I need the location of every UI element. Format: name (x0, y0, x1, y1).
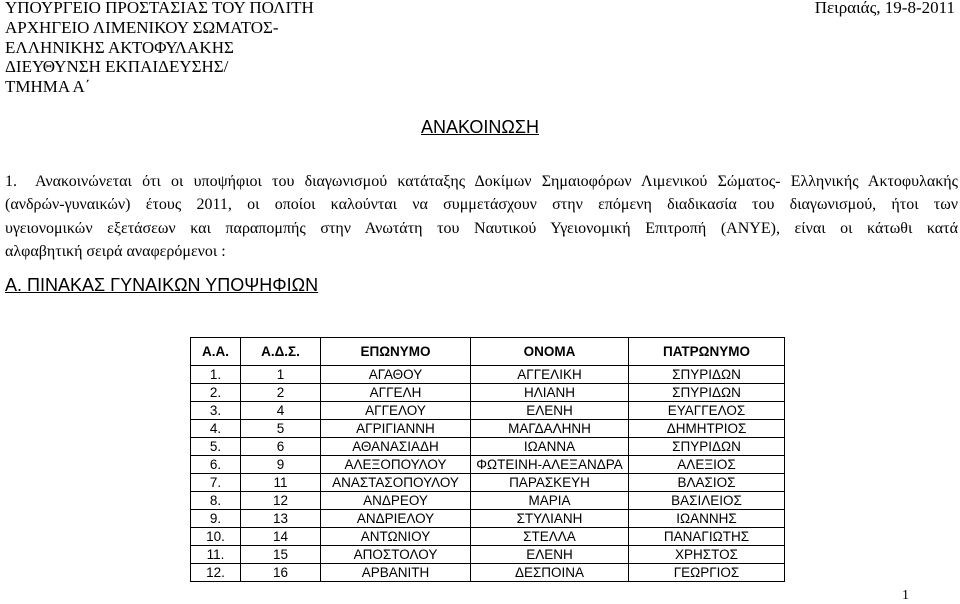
surname-cell: ΑΝΔΡΙΕΛΟΥ (321, 510, 471, 528)
table-row (191, 384, 785, 402)
table-row (191, 420, 785, 438)
column-header-first-name: ΟΝΟΜΑ (471, 338, 629, 366)
patronymic-cell: ΣΠΥΡΙΔΩΝ (629, 438, 785, 456)
table-row (191, 438, 785, 456)
sender-header (5, 0, 314, 97)
surname-cell: ΑΘΑΝΑΣΙΑΔΗ (321, 438, 471, 456)
patronymic-cell: ΙΩΑΝΝΗΣ (629, 510, 785, 528)
first-name-cell: ΕΛΕΝΗ (471, 402, 629, 420)
index-cell: 1. (191, 366, 241, 384)
column-header-surname: ΕΠΩΝΥΜΟ (321, 338, 471, 366)
index-cell: 3. (191, 402, 241, 420)
patronymic-cell: ΑΛΕΞΙΟΣ (629, 456, 785, 474)
first-name-cell: ΜΑΓΔΑΛΗΝΗ (471, 420, 629, 438)
column-header-ads: Α.Δ.Σ. (241, 338, 321, 366)
announcement-title-block (0, 117, 960, 137)
ads-number-cell: 12 (241, 492, 321, 510)
directorate-line: ΔΙΕΥΘΥΝΣΗ ΕΚΠΑΙΔΕΥΣΗΣ/ (5, 57, 229, 77)
table-row (191, 510, 785, 528)
surname-cell: ΑΓΑΘΟΥ (321, 366, 471, 384)
place-date: Πειραιάς, 19-8-2011 (814, 0, 955, 17)
ads-number-cell: 5 (241, 420, 321, 438)
paragraph-number: 1. (5, 173, 17, 190)
index-cell: 4. (191, 420, 241, 438)
patronymic-cell: ΔΗΜΗΤΡΙΟΣ (629, 420, 785, 438)
table-row (191, 492, 785, 510)
announcement-paragraph (5, 170, 958, 264)
table-body (191, 366, 785, 582)
index-cell: 7. (191, 474, 241, 492)
department-line: ΤΜΗΜΑ Α΄ (5, 77, 91, 97)
table-row (191, 366, 785, 384)
table-row (191, 402, 785, 420)
ministry-line: ΥΠΟΥΡΓΕΙΟ ΠΡΟΣΤΑΣΙΑΣ ΤΟΥ ΠΟΛΙΤΗ (5, 0, 314, 17)
paragraph-line: (ανδρών-γυναικών) έτους 2011, οι οποίοι καλούνται να συμμετάσχουν στην επόμενη διαδικασία του διαγωνισμού, ήτοι των (5, 196, 958, 214)
ads-number-cell: 15 (241, 546, 321, 564)
table-row (191, 474, 785, 492)
ads-number-cell: 6 (241, 438, 321, 456)
ads-number-cell: 2 (241, 384, 321, 402)
surname-cell: ΑΓΡΙΓΙΑΝΝΗ (321, 420, 471, 438)
first-name-cell: ΣΤΥΛΙΑΝΗ (471, 510, 629, 528)
ads-number-cell: 13 (241, 510, 321, 528)
ads-number-cell: 9 (241, 456, 321, 474)
index-cell: 6. (191, 456, 241, 474)
table-header-row (191, 338, 785, 366)
candidates-table (190, 337, 785, 582)
paragraph-line-text: Ανακοινώνεται ότι οι υποψήφιοι του διαγωνισμού κατάταξης Δοκίμων Σημαιοφόρων Λιμενικού Σώματος- Ελληνικής Ακτοφυλακής (35, 173, 958, 190)
first-name-cell: ΙΩΑΝΝΑ (471, 438, 629, 456)
ads-number-cell: 4 (241, 402, 321, 420)
patronymic-cell: ΣΠΥΡΙΔΩΝ (629, 384, 785, 402)
index-cell: 12. (191, 564, 241, 582)
index-cell: 9. (191, 510, 241, 528)
patronymic-cell: ΒΛΑΣΙΟΣ (629, 474, 785, 492)
first-name-cell: ΑΓΓΕΛΙΚΗ (471, 366, 629, 384)
patronymic-cell: ΠΑΝΑΓΙΩΤΗΣ (629, 528, 785, 546)
page-number: 1 (902, 588, 909, 603)
section-heading: Α. ΠΙΝΑΚΑΣ ΓΥΝΑΙΚΩΝ ΥΠΟΨΗΦΙΩΝ (5, 275, 319, 295)
patronymic-cell: ΕΥΑΓΓΕΛΟΣ (629, 402, 785, 420)
column-header-patronymic: ΠΑΤΡΩΝΥΜΟ (629, 338, 785, 366)
first-name-cell: ΜΑΡΙΑ (471, 492, 629, 510)
patronymic-cell: ΧΡΗΣΤΟΣ (629, 546, 785, 564)
patronymic-cell: ΣΠΥΡΙΔΩΝ (629, 366, 785, 384)
index-cell: 2. (191, 384, 241, 402)
surname-cell: ΑΛΕΞΟΠΟΥΛΟΥ (321, 456, 471, 474)
ads-number-cell: 14 (241, 528, 321, 546)
headquarters-line: ΑΡΧΗΓΕΙΟ ΛΙΜΕΝΙΚΟΥ ΣΩΜΑΤΟΣ- (5, 17, 279, 37)
surname-cell: ΑΡΒΑΝΙΤΗ (321, 564, 471, 582)
surname-cell: ΑΓΓΕΛΗ (321, 384, 471, 402)
surname-cell: ΑΠΟΣΤΟΛΟΥ (321, 546, 471, 564)
first-name-cell: ΣΤΕΛΛΑ (471, 528, 629, 546)
patronymic-cell: ΒΑΣΙΛΕΙΟΣ (629, 492, 785, 510)
paragraph-line (5, 170, 958, 193)
first-name-cell: ΠΑΡΑΣΚΕΥΗ (471, 474, 629, 492)
index-cell: 8. (191, 492, 241, 510)
first-name-cell: ΗΛΙΑΝΗ (471, 384, 629, 402)
surname-cell: ΑΓΓΕΛΟΥ (321, 402, 471, 420)
index-cell: 10. (191, 528, 241, 546)
coast-guard-line: ΕΛΛΗΝΙΚΗΣ ΑΚΤΟΦΥΛΑΚΗΣ (5, 37, 234, 57)
patronymic-cell: ΓΕΩΡΓΙΟΣ (629, 564, 785, 582)
table-row (191, 528, 785, 546)
first-name-cell: ΦΩΤΕΙΝΗ-ΑΛΕΞΑΝΔΡΑ (471, 456, 629, 474)
first-name-cell: ΔΕΣΠΟΙΝΑ (471, 564, 629, 582)
paragraph-line: υγειονομικών εξετάσεων και παραπομπής στην Ανωτάτη του Ναυτικού Υγειονομική Επιτροπή (ΑΝΥΕ), είναι οι κάτωθι κατά (5, 219, 958, 237)
table-row (191, 456, 785, 474)
first-name-cell: ΕΛΕΝΗ (471, 546, 629, 564)
index-cell: 11. (191, 546, 241, 564)
surname-cell: ΑΝΔΡΕΟΥ (321, 492, 471, 510)
table-row (191, 546, 785, 564)
ads-number-cell: 1 (241, 366, 321, 384)
announcement-title: ΑΝΑΚΟΙΝΩΣΗ (420, 117, 540, 137)
surname-cell: ΑΝΑΣΤΑΣΟΠΟΥΛΟΥ (321, 474, 471, 492)
ads-number-cell: 16 (241, 564, 321, 582)
ads-number-cell: 11 (241, 474, 321, 492)
table-row (191, 564, 785, 582)
surname-cell: ΑΝΤΩΝΙΟΥ (321, 528, 471, 546)
paragraph-line: αλφαβητική σειρά αναφερόμενοι : (5, 243, 226, 261)
index-cell: 5. (191, 438, 241, 456)
column-header-index: Α.Α. (191, 338, 241, 366)
